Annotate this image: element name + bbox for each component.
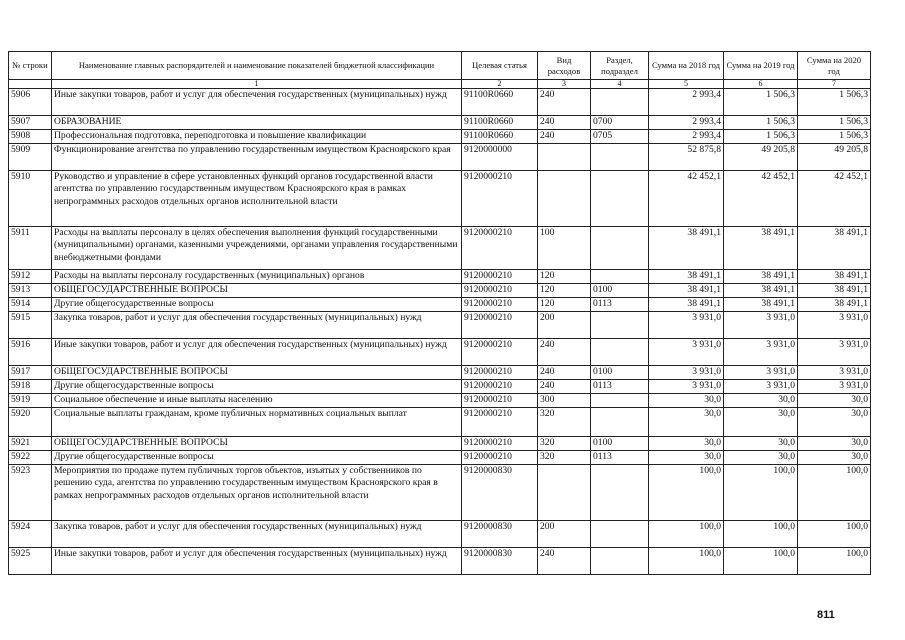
column-number: 3 <box>538 80 591 89</box>
cell-row-no: 5908 <box>9 130 52 144</box>
cell-sum-2019: 3 931,0 <box>724 380 798 394</box>
table-row <box>9 227 871 270</box>
table-row <box>9 284 871 298</box>
cell-name: Расходы на выплаты персоналу государственных (муниципальных) органов <box>52 270 462 284</box>
cell-sum-2019: 3 931,0 <box>724 339 798 366</box>
header-row <box>9 52 871 80</box>
cell-sum-2019: 30,0 <box>724 451 798 465</box>
column-number <box>9 80 52 89</box>
cell-expense-type: 120 <box>538 298 591 312</box>
cell-row-no: 5912 <box>9 270 52 284</box>
cell-sum-2018: 38 491,1 <box>649 270 724 284</box>
cell-row-no: 5911 <box>9 227 52 270</box>
cell-sum-2019: 1 506,3 <box>724 89 798 116</box>
cell-target-code: 9120000210 <box>462 408 538 437</box>
cell-sum-2019: 38 491,1 <box>724 227 798 270</box>
cell-section: 0113 <box>591 298 649 312</box>
cell-sum-2018: 2 993,4 <box>649 130 724 144</box>
cell-row-no: 5919 <box>9 394 52 408</box>
cell-name: Закупка товаров, работ и услуг для обеспечения государственных (муниципальных) нужд <box>52 312 462 339</box>
cell-target-code: 9120000830 <box>462 465 538 521</box>
cell-sum-2018: 52 875,8 <box>649 144 724 171</box>
cell-expense-type: 120 <box>538 270 591 284</box>
cell-section <box>591 312 649 339</box>
cell-sum-2019: 100,0 <box>724 521 798 548</box>
cell-sum-2018: 3 931,0 <box>649 380 724 394</box>
cell-expense-type: 240 <box>538 116 591 130</box>
cell-expense-type: 240 <box>538 89 591 116</box>
cell-row-no: 5907 <box>9 116 52 130</box>
cell-expense-type: 120 <box>538 284 591 298</box>
cell-row-no: 5918 <box>9 380 52 394</box>
cell-section: 0113 <box>591 451 649 465</box>
cell-section <box>591 548 649 575</box>
cell-sum-2018: 100,0 <box>649 548 724 575</box>
cell-sum-2020: 100,0 <box>798 465 871 521</box>
cell-target-code: 9120000210 <box>462 284 538 298</box>
cell-expense-type: 240 <box>538 130 591 144</box>
header-name: Наименование главных распорядителей и наименование показателей бюджетной классификации <box>52 52 462 80</box>
cell-target-code: 9120000210 <box>462 380 538 394</box>
cell-section <box>591 394 649 408</box>
cell-sum-2020: 3 931,0 <box>798 366 871 380</box>
cell-sum-2020: 3 931,0 <box>798 339 871 366</box>
cell-sum-2020: 49 205,8 <box>798 144 871 171</box>
cell-name: Иные закупки товаров, работ и услуг для обеспечения государственных (муниципальных) нужд <box>52 339 462 366</box>
cell-expense-type: 240 <box>538 380 591 394</box>
cell-name: ОБЩЕГОСУДАРСТВЕННЫЕ ВОПРОСЫ <box>52 366 462 380</box>
cell-sum-2018: 100,0 <box>649 465 724 521</box>
cell-name: Иные закупки товаров, работ и услуг для обеспечения государственных (муниципальных) нужд <box>52 89 462 116</box>
cell-sum-2018: 30,0 <box>649 451 724 465</box>
cell-target-code: 9120000210 <box>462 312 538 339</box>
cell-expense-type <box>538 465 591 521</box>
cell-section <box>591 144 649 171</box>
header-sum-2019: Сумма на 2019 год <box>724 52 798 80</box>
cell-sum-2019: 1 506,3 <box>724 130 798 144</box>
cell-target-code: 9120000210 <box>462 298 538 312</box>
cell-expense-type <box>538 171 591 227</box>
table-row <box>9 298 871 312</box>
cell-sum-2020: 3 931,0 <box>798 380 871 394</box>
cell-sum-2018: 30,0 <box>649 408 724 437</box>
cell-name: Функционирование агентства по управлению государственным имуществом Красноярского края <box>52 144 462 171</box>
cell-expense-type: 100 <box>538 227 591 270</box>
cell-target-code: 9120000210 <box>462 171 538 227</box>
cell-name: Мероприятия по продаже путем публичных торгов объектов, изъятых у собственников по решению суда, агентства по управлению государственным имуществом Красноярского края в рамках непрограммных расходов отдельных органов исполнительной власти <box>52 465 462 521</box>
cell-section: 0705 <box>591 130 649 144</box>
cell-expense-type: 320 <box>538 408 591 437</box>
cell-sum-2018: 30,0 <box>649 437 724 451</box>
cell-section <box>591 408 649 437</box>
cell-sum-2019: 30,0 <box>724 408 798 437</box>
cell-section: 0700 <box>591 116 649 130</box>
cell-target-code: 9120000210 <box>462 451 538 465</box>
cell-sum-2020: 30,0 <box>798 451 871 465</box>
cell-sum-2019: 38 491,1 <box>724 284 798 298</box>
cell-expense-type <box>538 144 591 171</box>
cell-expense-type: 240 <box>538 548 591 575</box>
cell-section <box>591 521 649 548</box>
cell-name: ОБЩЕГОСУДАРСТВЕННЫЕ ВОПРОСЫ <box>52 437 462 451</box>
cell-target-code: 9120000210 <box>462 339 538 366</box>
cell-sum-2018: 2 993,4 <box>649 116 724 130</box>
cell-name: Социальные выплаты гражданам, кроме публичных нормативных социальных выплат <box>52 408 462 437</box>
header-sum-2020: Сумма на 2020 год <box>798 52 871 80</box>
cell-sum-2018: 38 491,1 <box>649 284 724 298</box>
cell-row-no: 5922 <box>9 451 52 465</box>
cell-sum-2019: 100,0 <box>724 548 798 575</box>
cell-section <box>591 89 649 116</box>
cell-target-code: 91100R0660 <box>462 89 538 116</box>
cell-sum-2018: 3 931,0 <box>649 339 724 366</box>
cell-row-no: 5906 <box>9 89 52 116</box>
column-number-row <box>9 80 871 89</box>
cell-sum-2020: 1 506,3 <box>798 130 871 144</box>
cell-name: Иные закупки товаров, работ и услуг для обеспечения государственных (муниципальных) нужд <box>52 548 462 575</box>
cell-row-no: 5914 <box>9 298 52 312</box>
cell-expense-type: 300 <box>538 394 591 408</box>
cell-sum-2018: 30,0 <box>649 394 724 408</box>
cell-section: 0100 <box>591 284 649 298</box>
header-target: Целевая статья <box>462 52 538 80</box>
cell-expense-type: 320 <box>538 437 591 451</box>
cell-sum-2020: 3 931,0 <box>798 312 871 339</box>
cell-target-code: 9120000830 <box>462 521 538 548</box>
column-number: 4 <box>591 80 649 89</box>
cell-sum-2018: 100,0 <box>649 521 724 548</box>
cell-name: Другие общегосударственные вопросы <box>52 380 462 394</box>
table-row <box>9 312 871 339</box>
cell-row-no: 5915 <box>9 312 52 339</box>
table-row <box>9 171 871 227</box>
table-row <box>9 548 871 575</box>
column-number: 1 <box>52 80 462 89</box>
table-row <box>9 89 871 116</box>
cell-sum-2019: 38 491,1 <box>724 270 798 284</box>
cell-expense-type: 240 <box>538 366 591 380</box>
cell-sum-2019: 42 452,1 <box>724 171 798 227</box>
column-number: 5 <box>649 80 724 89</box>
cell-section <box>591 270 649 284</box>
cell-name: ОБРАЗОВАНИЕ <box>52 116 462 130</box>
cell-sum-2020: 30,0 <box>798 394 871 408</box>
table-row <box>9 394 871 408</box>
cell-sum-2020: 38 491,1 <box>798 227 871 270</box>
cell-name: Другие общегосударственные вопросы <box>52 451 462 465</box>
table-body <box>9 89 871 575</box>
cell-target-code: 91100R0660 <box>462 116 538 130</box>
cell-sum-2018: 38 491,1 <box>649 298 724 312</box>
cell-expense-type: 240 <box>538 339 591 366</box>
header-section: Раздел, подраздел <box>591 52 649 80</box>
cell-section: 0113 <box>591 380 649 394</box>
cell-row-no: 5923 <box>9 465 52 521</box>
table-row <box>9 116 871 130</box>
cell-sum-2018: 2 993,4 <box>649 89 724 116</box>
cell-sum-2019: 100,0 <box>724 465 798 521</box>
cell-row-no: 5921 <box>9 437 52 451</box>
cell-target-code: 9120000830 <box>462 548 538 575</box>
cell-target-code: 9120000210 <box>462 366 538 380</box>
cell-sum-2019: 30,0 <box>724 437 798 451</box>
cell-section <box>591 227 649 270</box>
cell-sum-2018: 38 491,1 <box>649 227 724 270</box>
cell-sum-2019: 1 506,3 <box>724 116 798 130</box>
cell-sum-2018: 3 931,0 <box>649 312 724 339</box>
cell-name: Другие общегосударственные вопросы <box>52 298 462 312</box>
table-row <box>9 380 871 394</box>
cell-target-code: 9120000000 <box>462 144 538 171</box>
cell-row-no: 5924 <box>9 521 52 548</box>
cell-name: Расходы на выплаты персоналу в целях обеспечения выполнения функций государственными (муниципальными) органами, казенными учреждениями, органами управления государственными внебюджетными фондами <box>52 227 462 270</box>
cell-sum-2020: 30,0 <box>798 408 871 437</box>
cell-target-code: 9120000210 <box>462 270 538 284</box>
cell-sum-2020: 38 491,1 <box>798 298 871 312</box>
cell-sum-2018: 42 452,1 <box>649 171 724 227</box>
cell-sum-2020: 100,0 <box>798 548 871 575</box>
cell-sum-2019: 3 931,0 <box>724 366 798 380</box>
table-row <box>9 451 871 465</box>
table-row <box>9 366 871 380</box>
cell-sum-2020: 38 491,1 <box>798 284 871 298</box>
budget-table <box>8 51 871 575</box>
column-number: 7 <box>798 80 871 89</box>
table-row <box>9 130 871 144</box>
cell-sum-2020: 38 491,1 <box>798 270 871 284</box>
cell-sum-2020: 1 506,3 <box>798 89 871 116</box>
cell-sum-2019: 38 491,1 <box>724 298 798 312</box>
cell-row-no: 5910 <box>9 171 52 227</box>
cell-name: Социальное обеспечение и иные выплаты населению <box>52 394 462 408</box>
cell-sum-2019: 3 931,0 <box>724 312 798 339</box>
cell-section: 0100 <box>591 437 649 451</box>
table-row <box>9 144 871 171</box>
header-sum-2018: Сумма на 2018 год <box>649 52 724 80</box>
column-number: 6 <box>724 80 798 89</box>
column-number: 2 <box>462 80 538 89</box>
cell-section <box>591 171 649 227</box>
cell-expense-type: 200 <box>538 521 591 548</box>
table-row <box>9 408 871 437</box>
cell-sum-2020: 100,0 <box>798 521 871 548</box>
cell-target-code: 9120000210 <box>462 437 538 451</box>
cell-sum-2018: 3 931,0 <box>649 366 724 380</box>
cell-section <box>591 339 649 366</box>
cell-row-no: 5920 <box>9 408 52 437</box>
header-type: Вид расходов <box>538 52 591 80</box>
page-number: 811 <box>817 609 835 621</box>
cell-row-no: 5925 <box>9 548 52 575</box>
cell-section <box>591 465 649 521</box>
cell-sum-2020: 30,0 <box>798 437 871 451</box>
cell-row-no: 5909 <box>9 144 52 171</box>
table-row <box>9 521 871 548</box>
cell-sum-2019: 30,0 <box>724 394 798 408</box>
cell-section: 0100 <box>591 366 649 380</box>
cell-name: ОБЩЕГОСУДАРСТВЕННЫЕ ВОПРОСЫ <box>52 284 462 298</box>
table-row <box>9 270 871 284</box>
cell-row-no: 5916 <box>9 339 52 366</box>
table-row <box>9 339 871 366</box>
cell-sum-2020: 42 452,1 <box>798 171 871 227</box>
cell-expense-type: 200 <box>538 312 591 339</box>
cell-target-code: 9120000210 <box>462 394 538 408</box>
cell-name: Закупка товаров, работ и услуг для обеспечения государственных (муниципальных) нужд <box>52 521 462 548</box>
cell-name: Профессиональная подготовка, переподготовка и повышение квалификации <box>52 130 462 144</box>
cell-sum-2020: 1 506,3 <box>798 116 871 130</box>
cell-expense-type: 320 <box>538 451 591 465</box>
table-row <box>9 437 871 451</box>
cell-row-no: 5913 <box>9 284 52 298</box>
cell-name: Руководство и управление в сфере установленных функций органов государственной власти агентства по управлению государственным имуществом Красноярского края в рамках непрограммных расходов отдельных органов исполнительной власти <box>52 171 462 227</box>
cell-sum-2019: 49 205,8 <box>724 144 798 171</box>
table-row <box>9 465 871 521</box>
cell-target-code: 9120000210 <box>462 227 538 270</box>
cell-row-no: 5917 <box>9 366 52 380</box>
header-row-no: № строки <box>9 52 52 80</box>
cell-target-code: 91100R0660 <box>462 130 538 144</box>
